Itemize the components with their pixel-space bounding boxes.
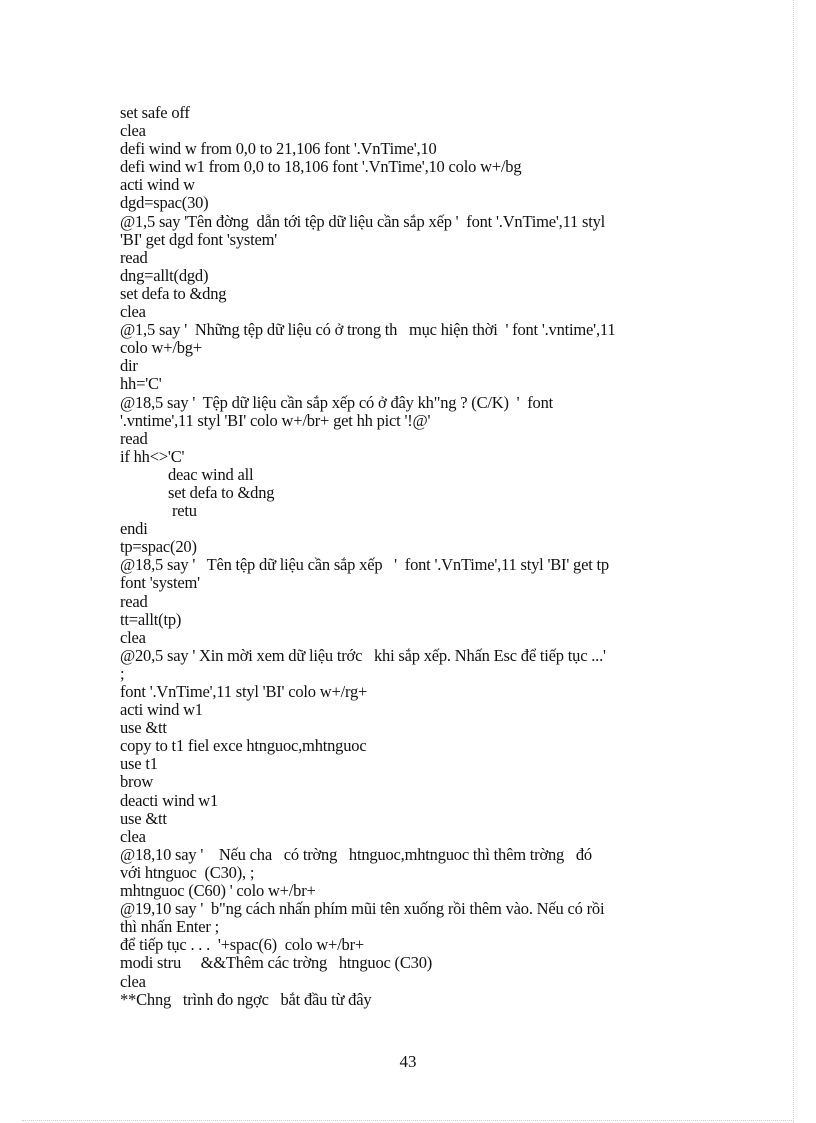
page-edge-divider [793, 0, 794, 1123]
page-edge-divider [22, 1120, 794, 1121]
code-line: @19,10 say ' b"ng cách nhấn phím mũi tên xuống rồi thêm vào. Nếu có rồi [120, 899, 605, 919]
code-listing [120, 104, 700, 1009]
code-line: 'BI' get dgd font 'system' [120, 229, 278, 249]
code-line: colo w+/bg+ [120, 338, 202, 358]
page-number: 43 [399, 1052, 417, 1071]
code-line: font '.VnTime',11 styl 'BI' colo w+/rg+ [120, 682, 368, 701]
code-line: @18,10 say ' Nếu cha có trờng htnguoc,mhtnguoc thì thêm trờng đó [120, 844, 592, 864]
code-line: clea [120, 627, 146, 647]
code-line: copy to t1 fiel exce htnguoc,mhtnguoc [120, 736, 367, 756]
code-line: deac wind all [168, 464, 254, 484]
code-line: dgd=spac(30) [120, 193, 209, 213]
code-line: dir [120, 356, 138, 376]
code-line: modi stru &&Thêm các trờng htnguoc (C30) [120, 953, 433, 973]
code-line: @20,5 say ' Xin mời xem dữ liệu trớc khi sắp xếp. Nhấn Esc để tiếp tục ...' [120, 645, 606, 665]
code-line: ; [120, 663, 125, 683]
code-line: @18,5 say ' Tệp dữ liệu cần sắp xếp có ở đây kh"ng ? (C/K) ' font [120, 392, 554, 412]
code-line: endi [120, 519, 148, 539]
code-line: read [120, 247, 148, 267]
code-line: clea [120, 971, 146, 991]
code-line: defi wind w1 from 0,0 to 18,106 font '.VnTime',10 colo w+/bg [120, 157, 522, 177]
code-line: @1,5 say 'Tên đờng dẫn tới tệp dữ liệu cần sắp xếp ' font '.VnTime',11 styl [120, 211, 606, 231]
code-line: read [120, 428, 148, 448]
code-line: acti wind w1 [120, 700, 203, 720]
code-line: brow [120, 772, 154, 792]
code-line: thì nhấn Enter ; [120, 917, 219, 937]
code-line: retu [172, 501, 197, 521]
code-line: hh='C' [120, 374, 162, 394]
code-line: acti wind w [120, 175, 195, 195]
code-line: tp=spac(20) [120, 537, 197, 557]
code-line: tt=allt(tp) [120, 609, 182, 629]
code-line: if hh<>'C' [120, 446, 185, 466]
code-line: use &tt [120, 718, 167, 738]
code-line: font 'system' [120, 573, 200, 593]
code-line: set defa to &dng [168, 482, 275, 502]
code-line: @1,5 say ' Những tệp dữ liệu có ở trong th mục hiện thời ' font '.vntime',11 [120, 320, 616, 340]
code-line: **Chng trình đo ngợc bắt đầu từ đây [120, 989, 372, 1009]
code-line: set defa to &dng [120, 283, 227, 303]
code-line: với htnguoc (C30), ; [120, 862, 255, 882]
code-line: use &tt [120, 808, 167, 828]
code-line: deacti wind w1 [120, 790, 219, 810]
code-line: @18,5 say ' Tên tệp dữ liệu cần sắp xếp ' font '.VnTime',11 styl 'BI' get tp [120, 555, 609, 575]
code-line: để tiếp tục . . . '+spac(6) colo w+/br+ [120, 935, 364, 955]
code-line: set safe off [120, 103, 190, 122]
code-line: clea [120, 302, 146, 322]
code-line: clea [120, 121, 146, 141]
code-line: clea [120, 826, 146, 846]
code-line: read [120, 591, 148, 611]
code-line: defi wind w from 0,0 to 21,106 font '.VnTime',10 [120, 139, 437, 159]
code-line: mhtnguoc (C60) ' colo w+/br+ [120, 881, 316, 901]
code-line: dng=allt(dgd) [120, 265, 209, 285]
code-line: '.vntime',11 styl 'BI' colo w+/br+ get hh pict '!@' [120, 410, 431, 430]
code-line: use t1 [120, 754, 158, 774]
